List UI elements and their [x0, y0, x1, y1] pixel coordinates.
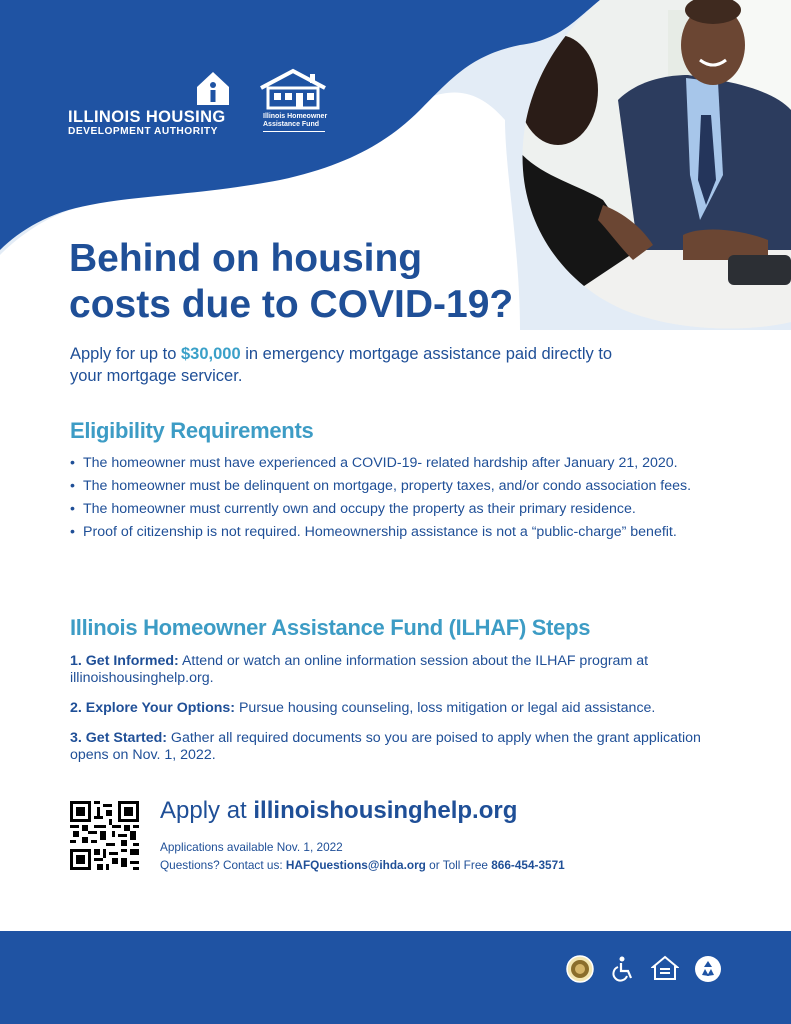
contact-email-link[interactable]: HAFQuestions@ihda.org — [285, 858, 426, 872]
eligibility-list — [70, 455, 750, 547]
headline-line2: costs due to COVID-19? — [69, 283, 514, 326]
toll-free-phone[interactable]: 866-454-3571 — [491, 858, 565, 872]
haf-logo-line1: Illinois Homeowner — [263, 113, 328, 120]
assistance-amount: $30,000 — [180, 345, 241, 363]
eligibility-item: • The homeowner must be delinquent on mortgage, property taxes, and/or condo association fees. — [70, 478, 750, 495]
toll-free-prefix: or Toll Free — [425, 858, 492, 872]
step-label: 3. Get Started: — [70, 730, 167, 746]
intro-after: in emergency mortgage assistance paid directly to your mortgage servicer. — [70, 345, 613, 385]
step-item — [70, 730, 730, 764]
intro-before: Apply for up to — [70, 345, 181, 363]
step-text: Pursue housing counseling, loss mitigation or legal aid assistance. — [235, 700, 656, 716]
intro-text — [70, 343, 630, 387]
headline — [69, 236, 513, 328]
headline-line1: Behind on housing — [69, 237, 423, 280]
equal-housing-opportunity-icon — [651, 955, 679, 983]
recycle-icon — [694, 955, 722, 983]
contact-prefix: Questions? Contact us: — [160, 858, 286, 872]
meeting-photo — [518, 0, 791, 330]
steps-title: Illinois Homeowner Assistance Fund (ILHAF) Steps — [70, 615, 591, 640]
step-text: Attend or watch an online information session about the ILHAF program at illinoishousinghelp.org. — [70, 653, 649, 686]
qr-code[interactable] — [70, 801, 139, 870]
haf-logo-line2: Assistance Fund — [263, 121, 320, 128]
ihda-house-icon — [195, 70, 231, 106]
haf-logo-underline — [263, 131, 325, 132]
apply-details — [160, 838, 565, 874]
eligibility-title: Eligibility Requirements — [70, 418, 314, 443]
eligibility-item: • Proof of citizenship is not required. Homeownership assistance is not a “public-charge” benefit. — [70, 524, 750, 541]
step-label: 1. Get Informed: — [70, 653, 179, 669]
wheelchair-accessibility-icon — [609, 955, 637, 983]
eligibility-item: • The homeowner must currently own and occupy the property as their primary residence. — [70, 501, 750, 518]
apply-heading — [160, 797, 517, 825]
applications-available: Applications available Nov. 1, 2022 — [160, 840, 343, 854]
ihda-logo-line1: ILLINOIS HOUSING — [68, 108, 226, 126]
step-label: 2. Explore Your Options: — [70, 700, 236, 716]
contact-line — [160, 856, 565, 874]
apply-url-link[interactable]: illinoishousinghelp.org — [253, 797, 518, 824]
step-item — [70, 700, 730, 717]
state-seal-icon — [566, 955, 594, 983]
footer-bar — [0, 931, 791, 1024]
apply-prefix: Apply at — [160, 797, 254, 824]
haf-logo-text — [263, 113, 327, 129]
haf-house-icon — [258, 68, 328, 112]
ihda-logo-line2: DEVELOPMENT AUTHORITY — [68, 126, 218, 137]
steps-list — [70, 653, 730, 777]
ihda-logo — [68, 70, 243, 138]
step-text: Gather all required documents so you are poised to apply when the grant application opens on Nov. 1, 2022. — [70, 730, 701, 763]
step-item — [70, 653, 730, 687]
eligibility-item: • The homeowner must have experienced a COVID-19- related hardship after January 21, 2020. — [70, 455, 750, 472]
haf-logo — [258, 68, 338, 138]
